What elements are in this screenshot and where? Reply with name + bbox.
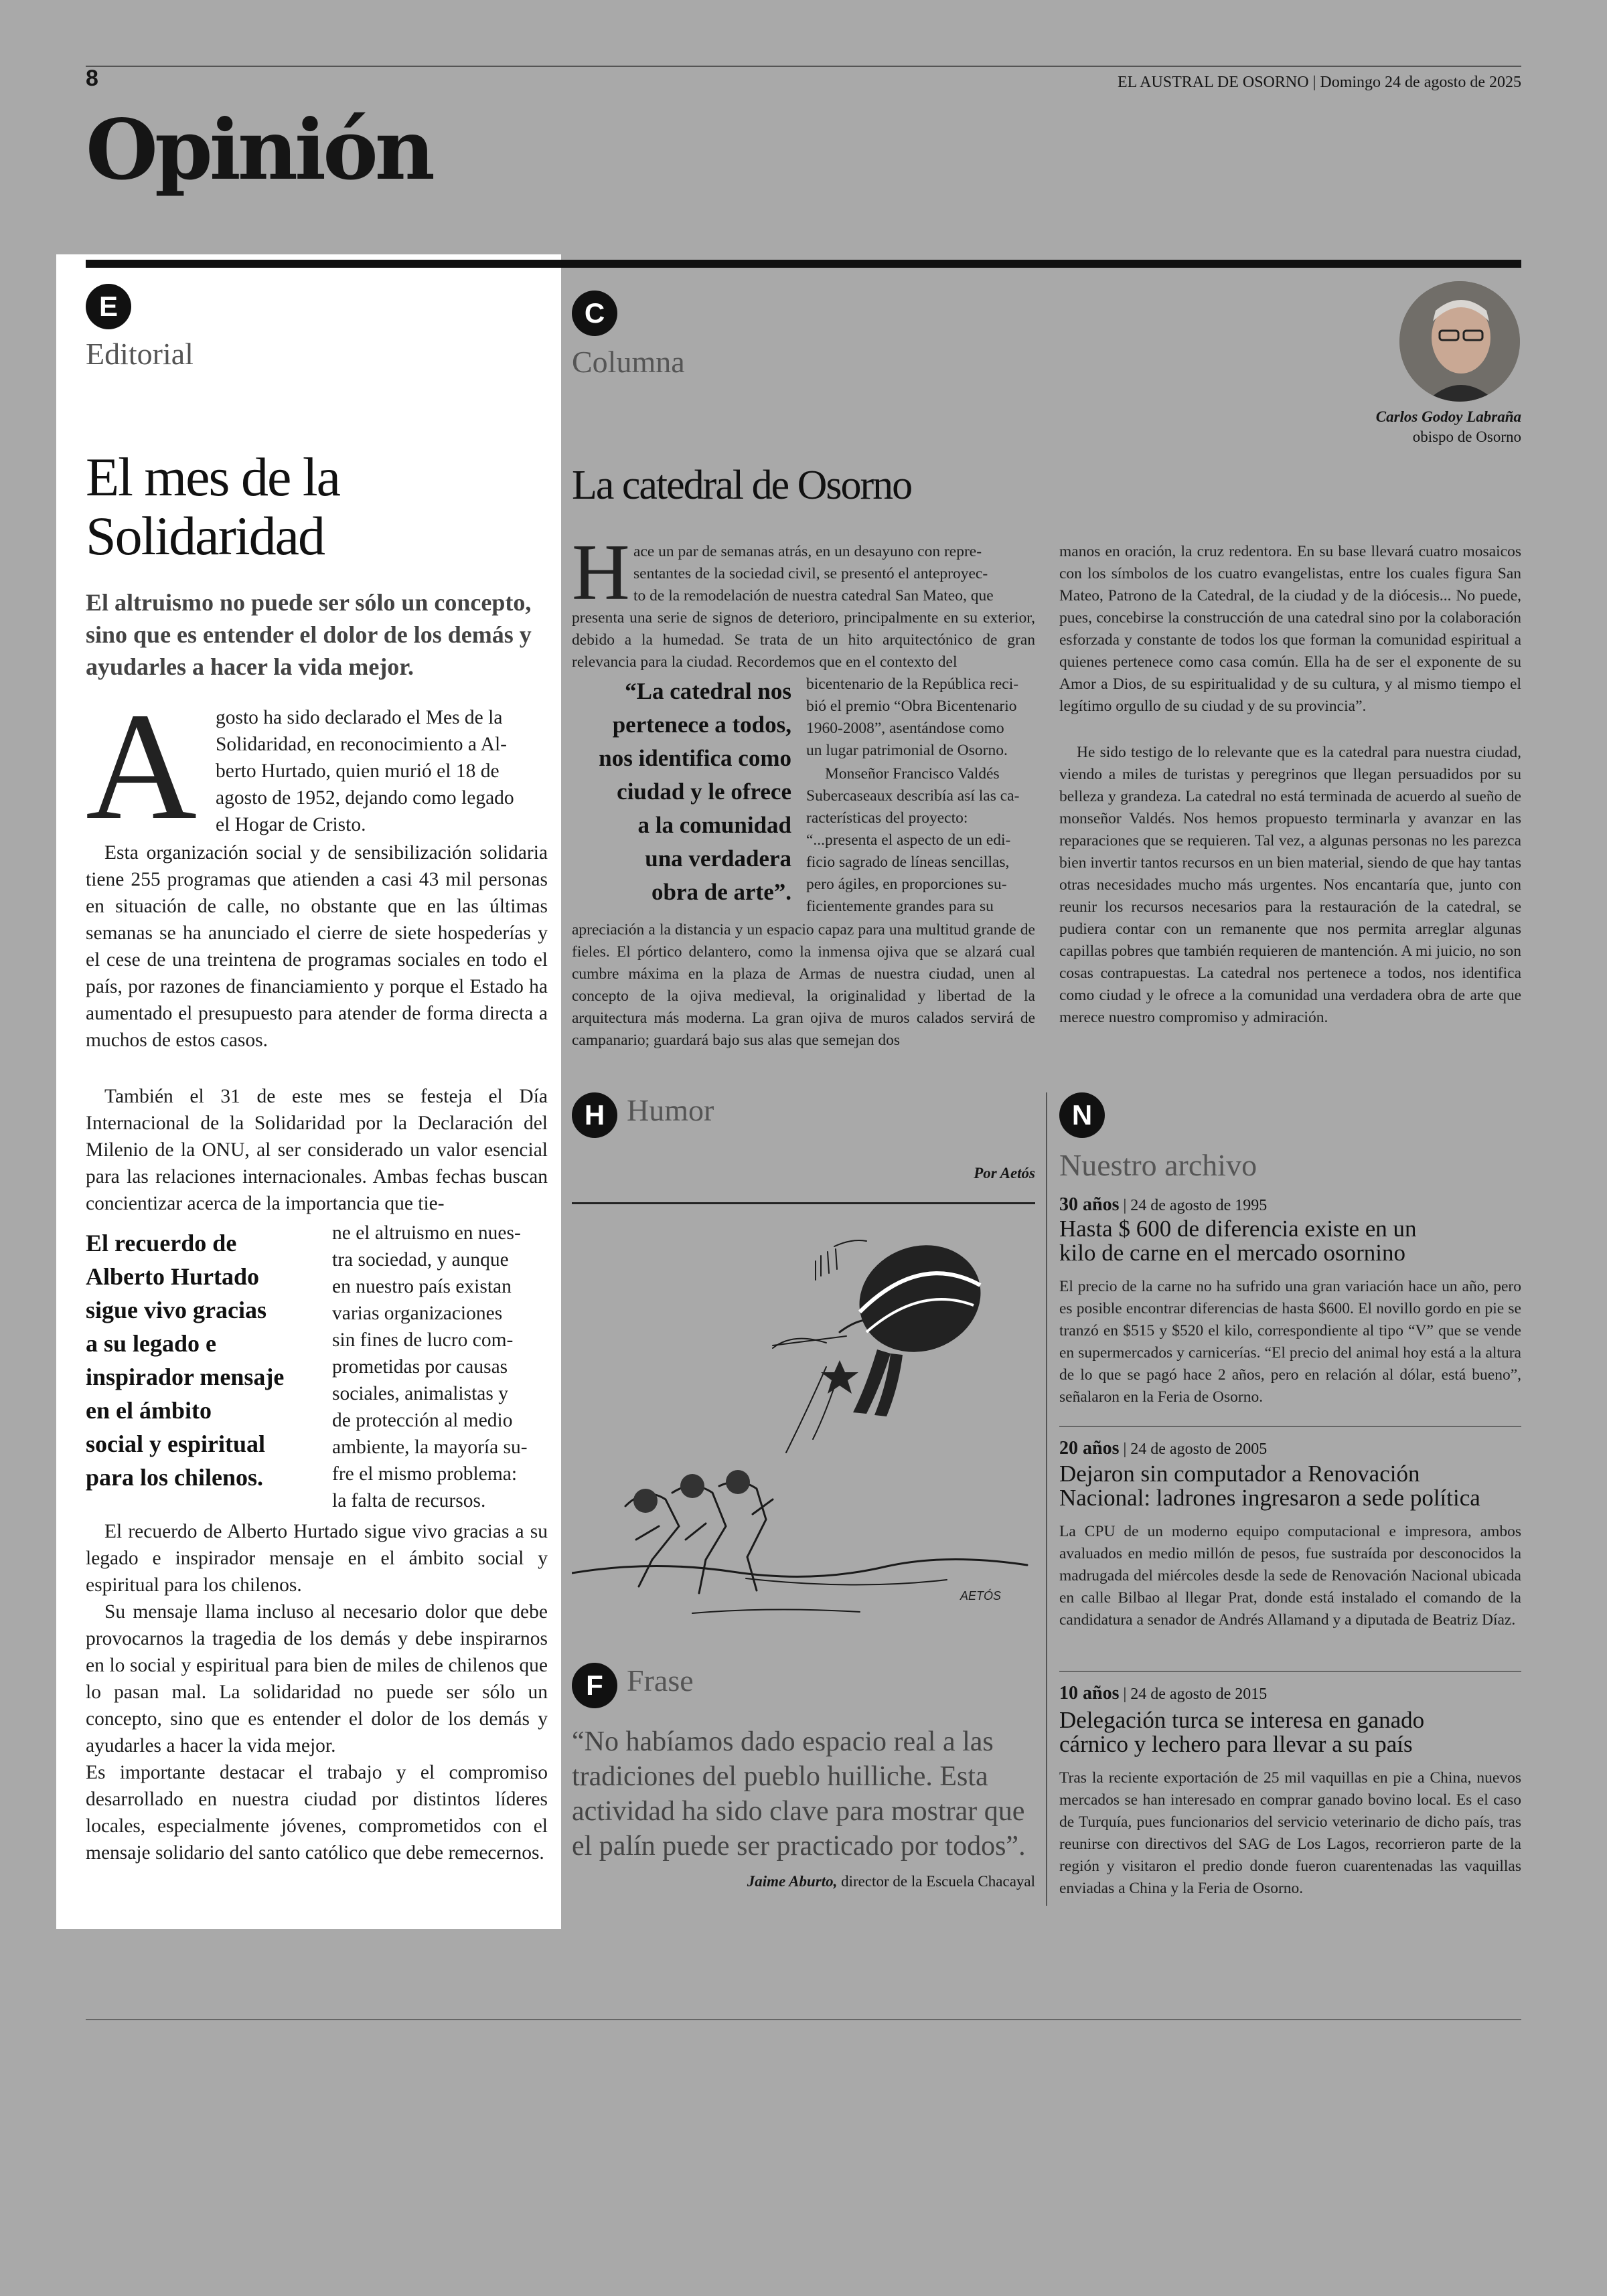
archive-date: | 24 de agosto de 1995 [1123,1197,1268,1214]
editorial-deck: El altruismo no puede ser sólo un concepto, sino que es entender el dolor de los demás y ayudarles a hacer la vida mejor. [86,589,532,680]
column-title: La catedral de Osorno [572,463,912,508]
archive-years: 10 años [1059,1683,1120,1704]
editorial-paragraph-6: Es importante destacar el trabajo y el compromiso desarrollado en nuestra ciudad por distintos líderes locales, especialmente jóvenes, comprometidos con el mensaje solidario del santo católico que debe remecernos. [86,1762,548,1864]
editorial-p3-line: en nuestro país existan [332,1276,512,1297]
pull-quote-line: a su legado e [86,1330,217,1357]
editorial-drop-cap: A [86,681,198,851]
page-number: 8 [86,66,98,91]
column-p1-top [633,541,1035,607]
column-quote-line: nos identifica como [599,745,791,771]
humor-cartoon [572,1212,1035,1627]
frase-kicker: Frase [627,1663,694,1698]
column-side-line: Monseñor Francisco Valdés [825,765,1000,783]
column-side-line: bicentenario de la República reci- [806,675,1019,693]
cartoon-signature: AETÓS [960,1589,1002,1603]
pull-quote-line: en el ámbito [86,1397,212,1424]
column-p2-side [806,763,1035,918]
editorial-p1-line: el Hogar de Cristo. [216,814,366,835]
archive-years: 20 años [1059,1438,1120,1459]
archive-date: | 24 de agosto de 2015 [1123,1686,1268,1703]
column-quote-line: pertenece a todos, [612,712,791,738]
editorial-p3-line: varias organizaciones [332,1303,503,1324]
editorial-kicker: Editorial [86,337,194,371]
editorial-p3-line: fre el mismo problema: [332,1463,518,1485]
archive-item-2-headline [1059,1462,1480,1510]
editorial-p3-line: ambiente, la mayoría su- [332,1437,528,1458]
editorial-title-line-2: Solidaridad [86,505,325,566]
column-quote-line: una verdadera [645,845,791,872]
archive-item-2-body: La CPU de un moderno equipo computacional e impresora, ambos avaluados en medio millón de pesos, fue sustraída por desconocidos la madrugada del miércoles desde la sede de Renovación Nacional ubicada en calle Bilbao al llegar Prat, donde está instalado el comando de la candidatura a senador de Andrés Allamand y a diputada de Beatriz Díaz. [1059,1523,1521,1629]
frase-author: Jaime Aburto, [747,1873,838,1890]
humor-badge-icon: H [572,1092,617,1138]
editorial-paragraph-2: Esta organización social y de sensibilización solidaria tiene 255 programas que atienden a casi 43 mil personas en situación de calle, no obstante que en las últimas semanas se ha anunciado el cierre de siete hospederías y el cese de una treintena de programas sociales en todo el país, por razones de financiamiento y porque el Estado ha aumentado el presupuesto para atender de forma directa a muchos de estos casos. [86,842,548,1051]
column-side-line: ficio sagrado de líneas sencillas, [806,853,1010,871]
column-p1-line: sentantes de la sociedad civil, se presentó el anteproyec- [633,565,988,582]
column-side-line: “...presenta el aspecto de un edi- [806,831,1011,849]
column-p1-rest: presenta una serie de signos de deterioro, principalmente en su exterior, debido a la humedad. Se trata de un hito arquitectónico de gran relevancia para la ciudad. Recordemos que en el contexto del [572,609,1035,671]
column-side-line: pero ágiles, en proporciones su- [806,876,1007,893]
archive-headline-line: Hasta $ 600 de diferencia existe en un [1059,1216,1417,1242]
archive-headline-line: cárnico y lechero para llevar a su país [1059,1731,1413,1757]
frase-attribution [747,1873,1035,1890]
archive-item-3-meta [1059,1683,1267,1704]
editorial-paragraph-5: Su mensaje llama incluso al necesario dolor que debe provocarnos la tragedia de los demás y debe inspirarnos en lo social y espiritual para bien de miles de chilenos que lo pasan mal. La solidaridad no puede ser sólo un concepto, sino que es entender el dolor de los demás y ayudarles a hacer la vida mejor. [86,1601,548,1756]
pull-quote-line: El recuerdo de [86,1230,237,1256]
editorial-p1-line: agosto de 1952, dejando como legado [216,787,514,809]
top-rule [86,66,1521,67]
column-side-line: ficientemente grandes para su [806,898,994,915]
column-kicker: Columna [572,345,685,379]
editorial-bar [86,260,561,268]
column-quote-line: ciudad y le ofrece [617,778,791,805]
column-quote-line: a la comunidad [637,812,791,838]
masthead: EL AUSTRAL DE OSORNO | Domingo 24 de agosto de 2025 [1118,74,1521,91]
editorial-pull-quote [86,1226,313,1494]
pull-quote-line: para los chilenos. [86,1464,264,1491]
editorial-p3-line: prometidas por causas [332,1356,508,1378]
editorial-p3-line: la falta de recursos. [332,1490,486,1511]
column-quote-line: “La catedral nos [625,678,791,704]
archive-kicker: Nuestro archivo [1059,1148,1257,1182]
archive-date: | 24 de agosto de 2005 [1123,1441,1268,1458]
editorial-p1-line: gosto ha sido declarado el Mes de la [216,707,503,728]
pull-quote-line: social y espiritual [86,1430,265,1457]
archive-item-3-body: Tras la reciente exportación de 25 mil vaquillas en pie a China, nuevos mercados se han interesado en comprar ganado bovino local. Es el caso de Turquía, pues funcionarios del servicio veterinario de dicho país, tras reunirse con directivos del SAG de Los Lagos, recorrieron parte de la región y visitaron el predio donde fueron cuarentenadas las vaquillas enviadas a China y la Feria de Osorno. [1059,1769,1521,1897]
humor-rule [572,1202,1035,1204]
archive-item-1-body: El precio de la carne no ha sufrido una gran variación hace un año, pero es posible encontrar diferencias de hasta $600. El novillo gordo en pie se tranzó en $515 y $520 el kilo, correspondiente al tipo “V” que se vende en supermercados y carnicerías. “El precio del animal hoy está a la altura de lo que se pagó hace 2 años, pero en relación al dólar, está bueno”, señalaron en la Feria de Osorno. [1059,1278,1521,1406]
editorial-title-line-1: El mes de la [86,446,340,507]
editorial-p1-line: berto Hurtado, quien murió el 18 de [216,760,500,782]
column-side-line: 1960-2008”, asentándose como [806,720,1004,737]
pull-quote-line: inspirador mensaje [86,1364,285,1390]
column-p1-line: ace un par de semanas atrás, en un desayuno con repre- [633,543,982,560]
column-side-line: un lugar patrimonial de Osorno. [806,742,1008,759]
column-p1-line: to de la remodelación de nuestra catedral San Mateo, que [633,587,994,604]
editorial-p3-line: tra sociedad, y aunque [332,1249,509,1270]
editorial-p3-line: sin fines de lucro com- [332,1329,514,1351]
archive-headline-line: kilo de carne en el mercado osornino [1059,1240,1406,1266]
frase-author-role: director de la Escuela Chacayal [841,1873,1035,1890]
author-portrait-icon [1399,281,1520,402]
archive-item-2-meta [1059,1438,1267,1459]
column-drop-cap: H [572,527,630,617]
frase-quote: “No habíamos dado espacio real a las tradiciones del pueblo huilliche. Esta actividad ha sido clave para mostrar que el palín puede ser practicado por todos”. [572,1726,1026,1862]
archive-item-3-headline [1059,1708,1424,1756]
editorial-p3-line: de protección al medio [332,1410,513,1431]
column-side-line: bió el premio “Obra Bicentenario [806,698,1017,715]
humor-credit: Por Aetós [974,1165,1035,1181]
column-side-line: Subercaseaux describía así las ca- [806,787,1020,805]
column-quote-line: obra de arte”. [652,879,791,905]
section-title: Opinión [86,102,432,199]
author-avatar [1399,281,1520,402]
editorial-p3-line: ne el altruismo en nues- [332,1222,521,1244]
editorial-p1-line: Solidaridad, en reconocimiento a Al- [216,734,507,755]
archive-badge-icon: N [1059,1092,1105,1138]
pull-quote-line: sigue vivo gracias [86,1297,266,1323]
bottom-rule [86,2019,1521,2020]
archive-years: 30 años [1059,1194,1120,1215]
pull-quote-line: Alberto Hurtado [86,1263,259,1290]
archive-divider [1059,1671,1521,1672]
archive-headline-line: Delegación turca se interesa en ganado [1059,1707,1425,1733]
editorial-p3-line: sociales, animalistas y [332,1383,508,1404]
cartoon-illustration-icon [572,1212,1035,1627]
column-author-role: obispo de Osorno [1412,428,1521,445]
archive-divider [1059,1426,1521,1427]
column-side-line: racterísticas del proyecto: [806,809,968,827]
archive-item-1-meta [1059,1194,1267,1216]
archive-headline-line: Dejaron sin computador a Renovación [1059,1461,1420,1487]
editorial-paragraph-4: El recuerdo de Alberto Hurtado sigue vivo gracias a su legado e inspirador mensaje en el ámbito social y espiritual para los chilenos. [86,1521,548,1596]
archive-headline-line: Nacional: ladrones ingresaron a sede política [1059,1485,1480,1511]
column-p1-side [806,673,1035,762]
editorial-paragraph-3-cont [332,1220,553,1514]
vertical-divider [1046,1092,1047,1906]
archive-item-1-headline [1059,1217,1417,1265]
column-right-p2: He sido testigo de lo relevante que es la catedral para nuestra ciudad, viendo a miles de turistas y peregrinos que llegan persuadidos por su belleza y grandeza. La catedral no está terminada de acuerdo al sueño de monseñor Valdés. Nos hemos propuesto terminarla y avanzar en las reparaciones que se requieren. Tal vez, a algunas personas no les parezca bien invertir tantos recursos en un bien material, siendo de que hay tantas otras necesidades mucho más urgentes. Nos encantaría que, junto con reunir los recursos necesarios para la restauración de la catedral, se pudiera contar con un remanente que nos permita arreglar algunas capillas pobres que también requieren de mantención. A mi juicio, no son cosas contrapuestas. La catedral nos pertenece a todos, nos identifica como ciudad y le ofrece a la comunidad una verdadera obra de arte que merece nuestro compromiso y admiración. [1059,744,1521,1026]
column-badge-icon: C [572,291,617,336]
editorial-paragraph-1 [216,704,550,838]
column-p2-rest: apreciación a la distancia y un espacio capaz para una multitud grande de fieles. El pórtico delantero, como la inmensa ojiva que se alzará cual cumbre máxima en la plaza de Armas de nuestra ciudad, unen al concepto de la ojiva medieval, la originalidad y libertad de la arquitectura más moderna. La gran ojiva de muros calados servirá de campanario; guardará bajo sus alas que semejan dos [572,921,1035,1049]
frase-badge-icon: F [572,1663,617,1708]
column-author-name: Carlos Godoy Labraña [1375,408,1521,425]
editorial-paragraph-3: También el 31 de este mes se festeja el Día Internacional de la Solidaridad por la Declaración del Milenio de la ONU, al ser considerado un valor esencial para las relaciones internacionales. Ambas fechas buscan concientizar acerca de la importancia que tie- [86,1086,548,1214]
humor-kicker: Humor [627,1093,714,1127]
column-right-p1: manos en oración, la cruz redentora. En su base llevará cuatro mosaicos con los símbolos de los cuatro evangelistas, entre los cuales figura San Mateo, Patrono de la Catedral, de la ciudad y de la diócesis... No puede, pues, concebirse la construcción de una catedral sino por la colaboración esforzada y constante de todos los que forman la comunidad espiritual a quienes pertenece como casa común. Ella ha de ser el exponente de su Amor a Dios, de su espiritualidad y de su cultura, y al mismo tiempo el legítimo orgullo de su ciudad y de su provincia”. [1059,543,1521,715]
column-pull-quote [572,675,791,909]
editorial-badge-icon: E [86,284,131,329]
